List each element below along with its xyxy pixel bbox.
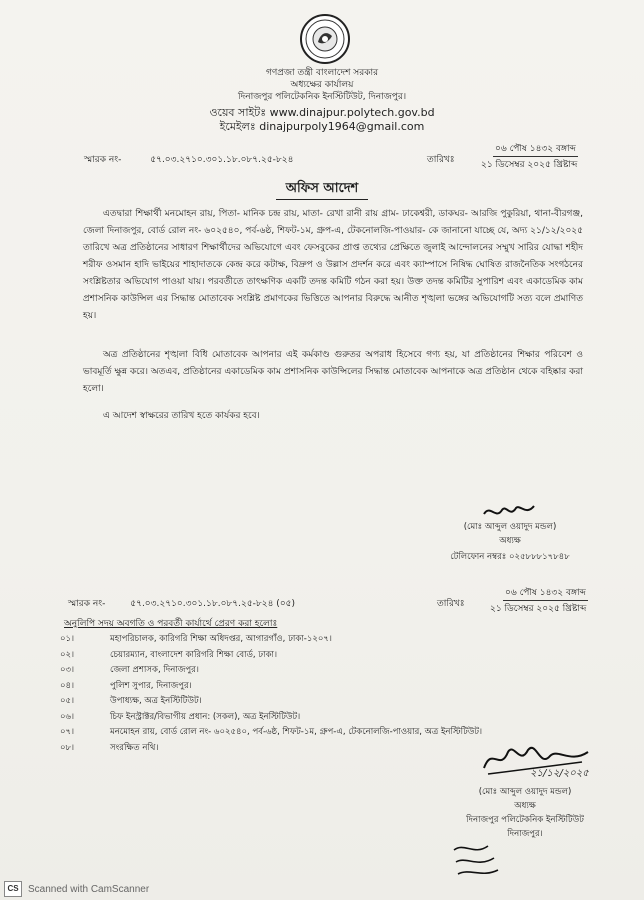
body-paragraph-1: এতদ্বারা শিক্ষার্থী মনমোহন রায়, পিতা- মানিক চন্দ্র রায়, মাতা- রেখা রানী রায় গ্রাম- ঢাকেশ্বরী, ডাকঘর- আরজি পুকুরিয়া, থানা-বীরগঞ্জ, জেলা দিনাজপুর, বোর্ড রোল নং- ৬০২৫৪০, পর্ব-৬ষ্ঠ, শিফট-১ম, গ্রুপ-এ, টেকনোলজি-পাওয়ার- কে জানানো যাচ্ছে যে, অদ্য ২১/১২/২০২৫ তারিখে অত্র প্রতিষ্ঠানের সাধারণ শিক্ষার্থীদের অভিযোগে এবং ফেসবুকের প্রাপ্ত তথ্যের প্রেক্ষিতে জুলাই আন্দোলনের সম্মুখ সারির যোদ্ধা শহীদ শরীফ ওসমান হাদি ভাইয়ের শাহাদাতকে কেন্দ্র করে কটাক্ষ, বিদ্রুপ ও উল্লাস প্রদর্শন করে এবং ক্যাম্পাসে নিষিদ্ধ ঘোষিত রাজনৈতিক সংগঠনের সংশ্লিষ্টতার অভিযোগ পাওয়া যায়। পরবর্তীতে তাৎক্ষণিক একটি তদন্ত কমিটি গঠন করা হয়। উক্ত তদন্ত কমিটির সুপারিশ এবং একাডেমিক কাম প্রশাসনিক কাউন্সিল এর সিদ্ধান্ত মোতাবেক সংশ্লিষ্ট প্রমাণকের ভিত্তিতে আপনার বিরুদ্ধে আনীত শৃঙ্খলা ভঙ্গের অভিযোগটি সত্য বলে প্রমাণিত হয়। xyxy=(83,209,583,321)
email-link[interactable]: dinajpurpoly1964@gmail.com xyxy=(259,120,425,133)
signatory-2-place: দিনাজপুর। xyxy=(507,829,543,839)
date-2-bangla: ০৬ পৌষ ১৪৩২ বঙ্গাব্দ xyxy=(503,585,588,601)
list-item: ০৩। জেলা প্রশাসক, দিনাজপুর। xyxy=(60,665,199,675)
website-label: ওয়েব সাইটঃ xyxy=(209,106,267,119)
body-paragraph-3: এ আদেশ স্বাক্ষরের তারিখ হতে কার্যকর হবে। xyxy=(103,411,260,421)
date-2-label: তারিখঃ xyxy=(437,599,465,609)
scanner-watermark xyxy=(0,878,149,900)
copy-heading: অনুলিপি সদয় অবগতি ও পরবর্তী কার্যার্থে প্রেরণ করা হলোঃ xyxy=(64,619,278,629)
signatory-1-block xyxy=(440,520,580,564)
date-bangla: ০৬ পৌষ ১৪৩২ বঙ্গাব্দ xyxy=(493,141,578,157)
initial-scribble-icon xyxy=(448,840,508,880)
camscanner-logo-icon: CS xyxy=(4,881,22,897)
list-item: ০৭। মনমোহন রায়, বোর্ড রোল নং- ৬০২৫৪০, পর্ব-৬ষ্ঠ, শিফট-১ম, গ্রুপ-এ, টেকনোলজি-পাওয়ার, অত্র ইনস্টিটিউট। xyxy=(60,727,482,737)
list-item: ০৬। চিফ ইনস্ট্রাক্টর/বিভাগীয় প্রধান: (সকল), অত্র ইনস্টিটিউট। xyxy=(60,711,301,722)
signatory-2-block xyxy=(455,785,595,841)
handwritten-date: ২১/১২/২০২৫ xyxy=(530,768,589,779)
memo-number-line xyxy=(84,152,293,167)
website-link[interactable]: www.dinajpur.polytech.gov.bd xyxy=(269,106,435,119)
list-item: ০১। মহাপরিচালক, কারিগরি শিক্ষা অধিদপ্তর, আগারগাঁও, ঢাকা-১২০৭। xyxy=(60,634,332,644)
date-english: ২১ ডিসেম্বর ২০২৫ খ্রিষ্টাব্দ xyxy=(481,160,578,170)
list-item: ০৪। পুলিশ সুপার, দিনাজপুর। xyxy=(60,680,192,691)
list-item: ০৮। সংরক্ষিত নথি। xyxy=(60,742,159,753)
signatory-1-designation: অধ্যক্ষ xyxy=(499,536,521,546)
memo-2-label: স্মারক নং- xyxy=(68,599,106,609)
header-office: অধ্যক্ষের কার্যালয় xyxy=(290,80,354,90)
signatory-2-designation: অধ্যক্ষ xyxy=(514,801,536,811)
government-seal-icon xyxy=(300,14,350,64)
memo-number: ৫৭.০৩.২৭১০.৩০১.১৮.০৮৭.২৫-৮২৪ xyxy=(150,155,294,165)
signatory-1-phone: টেলিফোন নম্বরঃ ০২৫৮৮৮১৭৮৪৮ xyxy=(450,552,570,562)
memo-2-number: ৫৭.০৩.২৭১০.৩০১.১৮.০৮৭.২৫-৮২৪ (০৫) xyxy=(130,599,296,609)
signatory-2-institute: দিনাজপুর পলিটেকনিক ইনস্টিটিউট xyxy=(466,815,584,825)
body-paragraph-2: অত্র প্রতিষ্ঠানের শৃঙ্খলা বিধি মোতাবেক আপনার এই কর্মকাণ্ড গুরুতর অপরাধ হিসেবে গণ্য হয়, যা প্রতিষ্ঠানের শিক্ষার পরিবেশ ও ভাবমূর্তি ক্ষুন্ন করে। অতএব, প্রতিষ্ঠানের একাডেমিক কাম প্রশাসনিক কাউন্সিলের সিদ্ধান্ত মোতাবেক আপনাকে অত্র প্রতিষ্ঠান থেকে বহিষ্কার করা হলো। xyxy=(83,350,583,394)
header-email-line xyxy=(0,120,644,133)
header-website-line xyxy=(0,106,644,119)
date-label: তারিখঃ xyxy=(427,155,455,165)
memo-label: স্মারক নং- xyxy=(84,155,122,165)
signatory-1-name: (মোঃ আব্দুল ওয়াদুদ মন্ডল) xyxy=(463,522,557,532)
list-item: ০৫। উপাধ্যক্ষ, অত্র ইনস্টিটিউট। xyxy=(60,696,202,706)
date-2-english: ২১ ডিসেম্বর ২০২৫ খ্রিষ্টাব্দ xyxy=(490,604,587,614)
header-institute: দিনাজপুর পলিটেকনিক ইনস্টিটিউট, দিনাজপুর। xyxy=(237,92,407,102)
document-title: অফিস আদেশ xyxy=(276,179,368,200)
scanner-text: Scanned with CamScanner xyxy=(28,883,150,895)
email-label: ইমেইলঃ xyxy=(219,120,256,133)
signatory-2-name: (মোঃ আব্দুল ওয়াদুদ মন্ডল) xyxy=(478,787,572,797)
memo-2-number-line xyxy=(68,596,295,611)
list-item: ০২। চেয়ারম্যান, বাংলাদেশ কারিগরি শিক্ষা বোর্ড, ঢাকা। xyxy=(60,649,278,660)
header-government: গণপ্রজা তন্ত্রী বাংলাদেশ সরকার xyxy=(265,68,379,78)
